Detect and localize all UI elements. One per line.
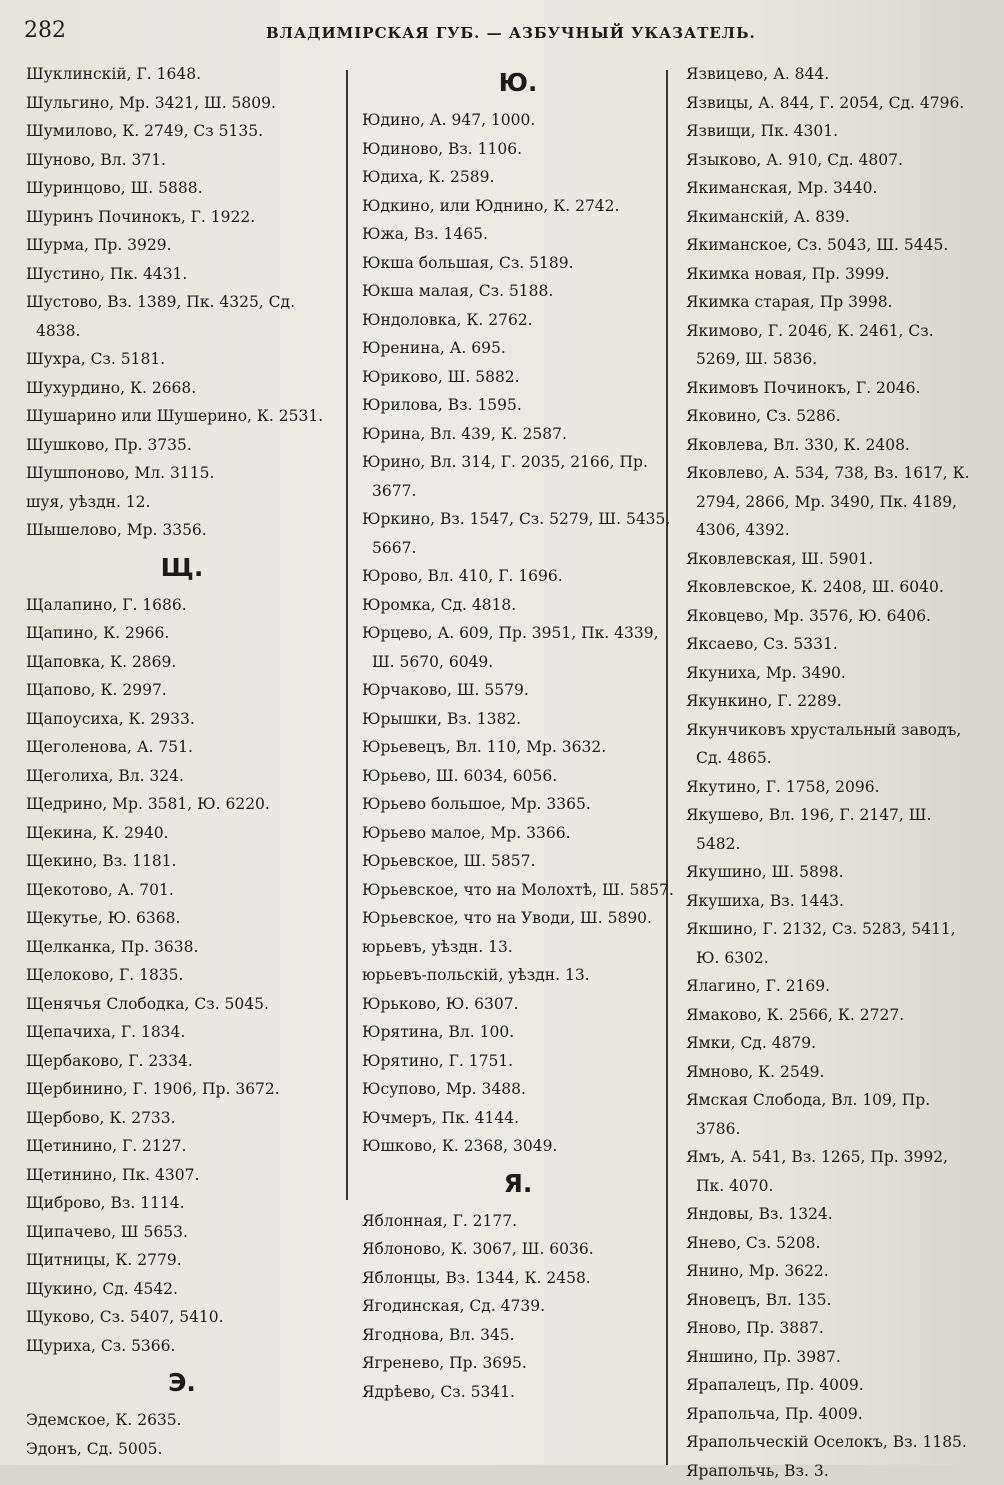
- index-entry: Якимовъ Починокъ, Г. 2046.: [686, 374, 976, 403]
- index-entry: Якушиха, Вз. 1443.: [686, 887, 976, 916]
- index-entry: Щелоково, Г. 1835.: [26, 961, 338, 990]
- index-entry: шуя, уѣздн. 12.: [26, 488, 338, 517]
- index-entry: Южа, Вз. 1465.: [362, 220, 674, 249]
- index-entry: Юрышки, Вз. 1382.: [362, 705, 674, 734]
- index-entry: Щукино, Сд. 4542.: [26, 1275, 338, 1304]
- index-entry: Яковино, Сз. 5286.: [686, 402, 976, 431]
- index-entry: Ямская Слобода, Вл. 109, Пр. 3786.: [686, 1086, 976, 1143]
- index-entry: Яковлево, А. 534, 738, Вз. 1617, К. 2794, 2866, Мр. 3490, Пк. 4189, 4306, 4392.: [686, 459, 976, 545]
- index-entry: Юрьевское, что на Молохтѣ, Ш. 5857.: [362, 876, 674, 905]
- index-entry: Щербинино, Г. 1906, Пр. 3672.: [26, 1075, 338, 1104]
- index-entry: Щекутье, Ю. 6368.: [26, 904, 338, 933]
- index-entry: Ядрѣево, Сз. 5341.: [362, 1378, 674, 1407]
- index-entry: Языково, А. 910, Сд. 4807.: [686, 146, 976, 175]
- index-entry: Якушево, Вл. 196, Г. 2147, Ш. 5482.: [686, 801, 976, 858]
- index-entry: Ярапольческій Оселокъ, Вз. 1185.: [686, 1428, 976, 1457]
- index-column-3: [686, 60, 976, 1485]
- index-entry: Юрово, Вл. 410, Г. 1696.: [362, 562, 674, 591]
- index-entry: Юркино, Вз. 1547, Сз. 5279, Ш. 5435, 5667.: [362, 505, 674, 562]
- index-entry: Ягодинская, Сд. 4739.: [362, 1292, 674, 1321]
- index-entry: Ярапольча, Пр. 4009.: [686, 1400, 976, 1429]
- index-entry: Щиброво, Вз. 1114.: [26, 1189, 338, 1218]
- index-entry: Яковлевская, Ш. 5901.: [686, 545, 976, 574]
- index-entry: Юрьево, Ш. 6034, 6056.: [362, 762, 674, 791]
- index-entry: Шуринъ Починокъ, Г. 1922.: [26, 203, 338, 232]
- index-entry: Щеголенова, А. 751.: [26, 733, 338, 762]
- index-entry: Щедрино, Мр. 3581, Ю. 6220.: [26, 790, 338, 819]
- index-entry: Юндоловка, К. 2762.: [362, 306, 674, 335]
- index-entry: Яблонная, Г. 2177.: [362, 1207, 674, 1236]
- index-entry: Якиманская, Мр. 3440.: [686, 174, 976, 203]
- index-entry: Яблонцы, Вз. 1344, К. 2458.: [362, 1264, 674, 1293]
- index-entry: Щуриха, Сз. 5366.: [26, 1332, 338, 1361]
- index-entry: Якимка новая, Пр. 3999.: [686, 260, 976, 289]
- index-entry: Юдиха, К. 2589.: [362, 163, 674, 192]
- index-entry: Шумилово, К. 2749, Сз 5135.: [26, 117, 338, 146]
- index-entry: Юрино, Вл. 314, Г. 2035, 2166, Пр. 3677.: [362, 448, 674, 505]
- index-entry: Юшково, К. 2368, 3049.: [362, 1132, 674, 1161]
- index-entry: Ямново, К. 2549.: [686, 1058, 976, 1087]
- index-entry: Якиманское, Сз. 5043, Ш. 5445.: [686, 231, 976, 260]
- index-entry: Юрина, Вл. 439, К. 2587.: [362, 420, 674, 449]
- index-entry: Щербаково, Г. 2334.: [26, 1047, 338, 1076]
- index-entry: Язвицево, А. 844.: [686, 60, 976, 89]
- index-entry: Щекина, К. 2940.: [26, 819, 338, 848]
- index-entry: Шустово, Вз. 1389, Пк. 4325, Сд. 4838.: [26, 288, 338, 345]
- index-entry: Шустино, Пк. 4431.: [26, 260, 338, 289]
- index-entry: Шуринцово, Ш. 5888.: [26, 174, 338, 203]
- index-entry: Янево, Сз. 5208.: [686, 1229, 976, 1258]
- index-entry: Юрьевецъ, Вл. 110, Мр. 3632.: [362, 733, 674, 762]
- letter-heading: Ю.: [362, 60, 674, 106]
- index-entry: Юсупово, Мр. 3488.: [362, 1075, 674, 1104]
- index-entry: Яншино, Пр. 3987.: [686, 1343, 976, 1372]
- index-entry: Юрьково, Ю. 6307.: [362, 990, 674, 1019]
- index-entry: Ялагино, Г. 2169.: [686, 972, 976, 1001]
- index-entry: Яковцево, Мр. 3576, Ю. 6406.: [686, 602, 976, 631]
- index-entry: Шышелово, Мр. 3356.: [26, 516, 338, 545]
- index-entry: Шушково, Пр. 3735.: [26, 431, 338, 460]
- index-entry: Юдкино, или Юднино, К. 2742.: [362, 192, 674, 221]
- index-entry: Ярапольчь, Вз. 3.: [686, 1457, 976, 1485]
- index-entry: Юрилова, Вз. 1595.: [362, 391, 674, 420]
- index-entry: Юрьево малое, Мр. 3366.: [362, 819, 674, 848]
- index-entry: Юромка, Сд. 4818.: [362, 591, 674, 620]
- index-column-1: [26, 60, 338, 1463]
- index-entry: Шуново, Вл. 371.: [26, 146, 338, 175]
- index-entry: Щитницы, К. 2779.: [26, 1246, 338, 1275]
- index-entry: Щекотово, А. 701.: [26, 876, 338, 905]
- index-entry: Юрятино, Г. 1751.: [362, 1047, 674, 1076]
- index-entry: Шухурдино, К. 2668.: [26, 374, 338, 403]
- index-entry: Щипачево, Ш 5653.: [26, 1218, 338, 1247]
- index-entry: Щетинино, Пк. 4307.: [26, 1161, 338, 1190]
- index-entry: Якунчиковъ хрустальный заводъ, Сд. 4865.: [686, 716, 976, 773]
- index-entry: Яново, Пр. 3887.: [686, 1314, 976, 1343]
- index-entry: Якиманскій, А. 839.: [686, 203, 976, 232]
- index-entry: Щенячья Слободка, Сз. 5045.: [26, 990, 338, 1019]
- index-entry: Юрьево большое, Мр. 3365.: [362, 790, 674, 819]
- index-entry: Язвицы, А. 844, Г. 2054, Сд. 4796.: [686, 89, 976, 118]
- index-column-2: [362, 60, 674, 1406]
- index-entry: Юдино, А. 947, 1000.: [362, 106, 674, 135]
- index-entry: Ярапалецъ, Пр. 4009.: [686, 1371, 976, 1400]
- index-entry: Шульгино, Мр. 3421, Ш. 5809.: [26, 89, 338, 118]
- index-entry: Ямаково, К. 2566, К. 2727.: [686, 1001, 976, 1030]
- index-entry: Щапово, К. 2997.: [26, 676, 338, 705]
- running-title: ВЛАДИМІРСКАЯ ГУБ. — АЗБУЧНЫЙ УКАЗАТЕЛЬ.: [266, 24, 756, 42]
- index-entry: Шуклинскій, Г. 1648.: [26, 60, 338, 89]
- index-entry: Шушпоново, Мл. 3115.: [26, 459, 338, 488]
- index-entry: Щаповка, К. 2869.: [26, 648, 338, 677]
- index-entry: Щапино, К. 2966.: [26, 619, 338, 648]
- index-entry: Щалапино, Г. 1686.: [26, 591, 338, 620]
- index-entry: Юрчаково, Ш. 5579.: [362, 676, 674, 705]
- index-entry: Янино, Мр. 3622.: [686, 1257, 976, 1286]
- page-header: [24, 18, 984, 54]
- index-entry: Щербово, К. 2733.: [26, 1104, 338, 1133]
- index-entry: Ямъ, А. 541, Вз. 1265, Пр. 3992, Пк. 4070.: [686, 1143, 976, 1200]
- index-entry: Якутино, Г. 1758, 2096.: [686, 773, 976, 802]
- index-entry: Яксаево, Сз. 5331.: [686, 630, 976, 659]
- index-entry: Ягренево, Пр. 3695.: [362, 1349, 674, 1378]
- column-divider: [346, 70, 348, 1200]
- index-entry: Юренина, А. 695.: [362, 334, 674, 363]
- page-number: 282: [24, 18, 66, 43]
- index-entry: Шурма, Пр. 3929.: [26, 231, 338, 260]
- index-entry: Эдемское, К. 2635.: [26, 1406, 338, 1435]
- index-entry: Юрьевское, Ш. 5857.: [362, 847, 674, 876]
- index-entry: Щапоусиха, К. 2933.: [26, 705, 338, 734]
- index-entry: Яковлева, Вл. 330, К. 2408.: [686, 431, 976, 460]
- index-entry: Юрятина, Вл. 100.: [362, 1018, 674, 1047]
- index-entry: юрьевъ, уѣздн. 13.: [362, 933, 674, 962]
- index-entry: Язвищи, Пк. 4301.: [686, 117, 976, 146]
- index-entry: Ючмеръ, Пк. 4144.: [362, 1104, 674, 1133]
- index-entry: юрьевъ-польскій, уѣздн. 13.: [362, 961, 674, 990]
- index-entry: Щуково, Сз. 5407, 5410.: [26, 1303, 338, 1332]
- index-entry: Якшино, Г. 2132, Сз. 5283, 5411, Ю. 6302.: [686, 915, 976, 972]
- index-entry: Юкша большая, Сз. 5189.: [362, 249, 674, 278]
- index-entry: Якимка старая, Пр 3998.: [686, 288, 976, 317]
- index-entry: Щелканка, Пр. 3638.: [26, 933, 338, 962]
- index-entry: Ямки, Сд. 4879.: [686, 1029, 976, 1058]
- index-entry: Якушино, Ш. 5898.: [686, 858, 976, 887]
- index-entry: Щекино, Вз. 1181.: [26, 847, 338, 876]
- index-entry: Юриково, Ш. 5882.: [362, 363, 674, 392]
- index-entry: Якункино, Г. 2289.: [686, 687, 976, 716]
- letter-heading: Э.: [26, 1360, 338, 1406]
- index-entry: Эдонъ, Сд. 5005.: [26, 1435, 338, 1464]
- index-entry: Юрьевское, что на Уводи, Ш. 5890.: [362, 904, 674, 933]
- index-entry: Яндовы, Вз. 1324.: [686, 1200, 976, 1229]
- index-entry: Шушарино или Шушерино, К. 2531.: [26, 402, 338, 431]
- letter-heading: Я.: [362, 1161, 674, 1207]
- index-entry: Яковлевское, К. 2408, Ш. 6040.: [686, 573, 976, 602]
- letter-heading: Щ.: [26, 545, 338, 591]
- index-entry: Щетинино, Г. 2127.: [26, 1132, 338, 1161]
- index-entry: Щеголиха, Вл. 324.: [26, 762, 338, 791]
- index-entry: Яблоново, К. 3067, Ш. 6036.: [362, 1235, 674, 1264]
- index-entry: Якимово, Г. 2046, К. 2461, Сз. 5269, Ш. 5836.: [686, 317, 976, 374]
- index-entry: Ягоднова, Вл. 345.: [362, 1321, 674, 1350]
- index-entry: Юрцево, А. 609, Пр. 3951, Пк. 4339, Ш. 5670, 6049.: [362, 619, 674, 676]
- index-entry: Юдиново, Вз. 1106.: [362, 135, 674, 164]
- index-entry: Шухра, Сз. 5181.: [26, 345, 338, 374]
- index-entry: Юкша малая, Сз. 5188.: [362, 277, 674, 306]
- index-entry: Якуниха, Мр. 3490.: [686, 659, 976, 688]
- index-entry: Яновецъ, Вл. 135.: [686, 1286, 976, 1315]
- index-entry: Щепачиха, Г. 1834.: [26, 1018, 338, 1047]
